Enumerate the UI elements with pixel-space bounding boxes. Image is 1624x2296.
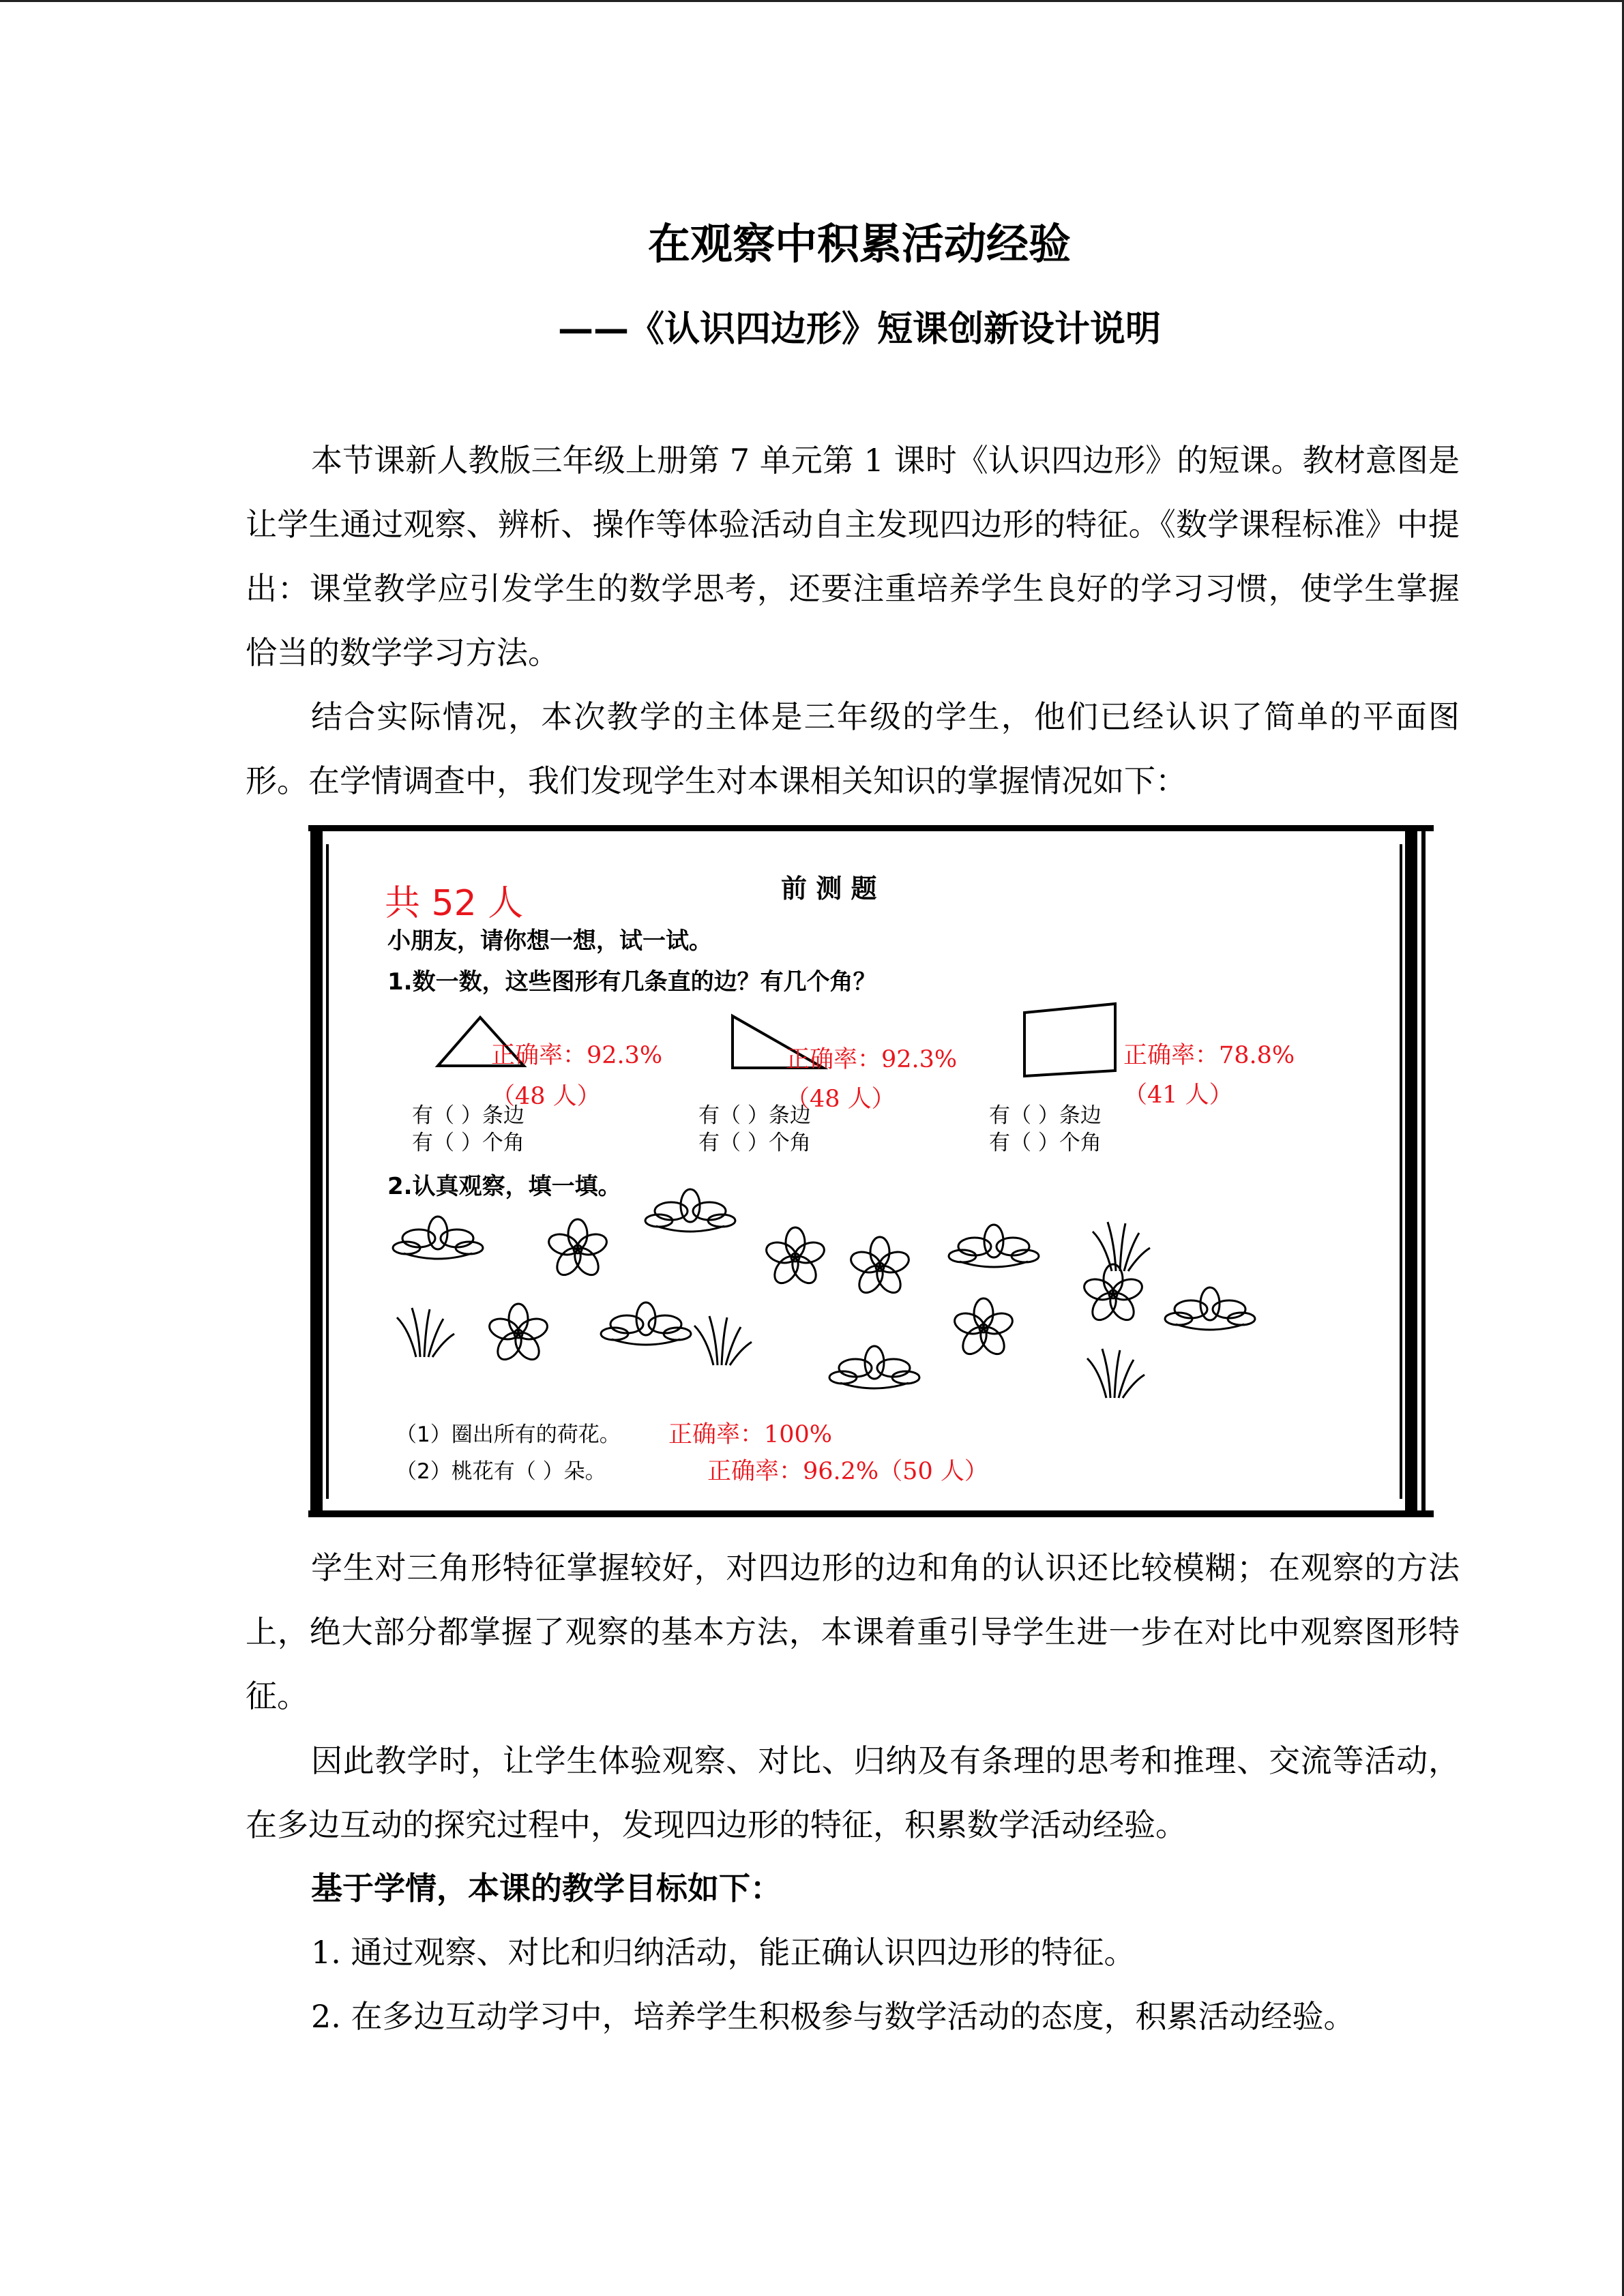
peach-blossom <box>848 1237 911 1297</box>
paragraph-teaching: 因此教学时，让学生体验观察、对比、归纳及有条理的思考和推理、交流等活动，在多边互动的探究过程中，发现四边形的特征，积累数学活动经验。 <box>246 1742 1460 1843</box>
shape-3-count: （41 人） <box>1123 1082 1233 1109</box>
page-top-border <box>0 0 1624 2</box>
shape-3-sides-blank: 有（ ）条边 <box>989 1103 1102 1128</box>
shape-2-angles-blank: 有（ ）个角 <box>698 1131 811 1155</box>
grass-clump <box>694 1316 752 1365</box>
document-subtitle: ——《认识四边形》短课创新设计说明 <box>557 309 1161 350</box>
shape-1-count: （48 人） <box>491 1083 601 1110</box>
total-count: 共 52 人 <box>385 883 524 924</box>
paragraph-intro: 本节课新人教版三年级上册第 7 单元第 1 课时《认识四边形》的短课。教材意图是让学生通过观察、辨析、操作等体验活动自主发现四边形的特征。《数学课程标准》中提出：课堂教学应引发学生的数学思考，还要注重培养学生良好的学习习惯，使学生掌握恰当的数学学习方法。 <box>246 442 1460 671</box>
shape-2-count: （48 人） <box>786 1086 896 1113</box>
grass-clump <box>397 1308 454 1357</box>
question-1: 1.数一数，这些图形有几条直的边？有几个角？ <box>387 968 876 996</box>
goal-1: 1. 通过观察、对比和归纳活动，能正确认识四边形的特征。 <box>311 1934 1136 1971</box>
shape-1-sides-blank: 有（ ）条边 <box>412 1103 525 1128</box>
peach-blossom <box>546 1219 609 1279</box>
shape-3-angles-blank: 有（ ）个角 <box>989 1131 1102 1155</box>
lotus-flower <box>601 1302 691 1345</box>
shape-2-accuracy: 正确率：92.3% <box>786 1046 958 1073</box>
pretest-intro: 小朋友，请你想一想，试一试。 <box>387 927 712 955</box>
lotus-flower <box>393 1217 483 1259</box>
peach-blossom <box>952 1298 1015 1358</box>
question-2-item-2-accuracy: 正确率：96.2%（50 人） <box>707 1458 988 1485</box>
lotus-flower <box>645 1189 735 1232</box>
goals-heading: 基于学情，本课的教学目标如下： <box>311 1870 782 1907</box>
shape-2-sides-blank: 有（ ）条边 <box>698 1103 811 1128</box>
pretest-figure <box>308 825 1434 1517</box>
question-2-item-1: （1）圈出所有的荷花。 <box>396 1422 621 1447</box>
grass-clump <box>1087 1349 1145 1398</box>
shape-3-accuracy: 正确率：78.8% <box>1123 1042 1295 1069</box>
paragraph-analysis: 学生对三角形特征掌握较好，对四边形的边和角的认识还比较模糊；在观察的方法上，绝大部分都掌握了观察的基本方法，本课着重引导学生进一步在对比中观察图形特征。 <box>246 1549 1460 1714</box>
peach-blossom <box>1082 1264 1145 1324</box>
lotus-flower <box>1165 1287 1255 1330</box>
peach-blossom <box>487 1304 550 1364</box>
grass-clump <box>1093 1222 1150 1271</box>
quadrilateral-shape-3 <box>1024 1004 1115 1076</box>
question-2-item-2: （2）桃花有（ ）朵。 <box>396 1459 606 1484</box>
peach-blossom <box>764 1227 827 1287</box>
shape-1-accuracy: 正确率：92.3% <box>491 1042 663 1069</box>
paragraph-situation: 结合实际情况，本次教学的主体是三年级的学生，他们已经认识了简单的平面图形。在学情调查中，我们发现学生对本课相关知识的掌握情况如下： <box>246 698 1460 799</box>
question-2: 2.认真观察，填一填。 <box>387 1173 621 1200</box>
document-title: 在观察中积累活动经验 <box>647 219 1071 269</box>
pretest-heading: 前 测 题 <box>781 874 877 904</box>
shape-1-angles-blank: 有（ ）个角 <box>412 1131 525 1155</box>
goal-2: 2. 在多边互动学习中，培养学生积极参与数学活动的态度，积累活动经验。 <box>311 1998 1355 2035</box>
question-2-item-1-accuracy: 正确率：100% <box>668 1421 833 1448</box>
lotus-flower <box>829 1346 919 1388</box>
lotus-flower <box>949 1225 1039 1267</box>
